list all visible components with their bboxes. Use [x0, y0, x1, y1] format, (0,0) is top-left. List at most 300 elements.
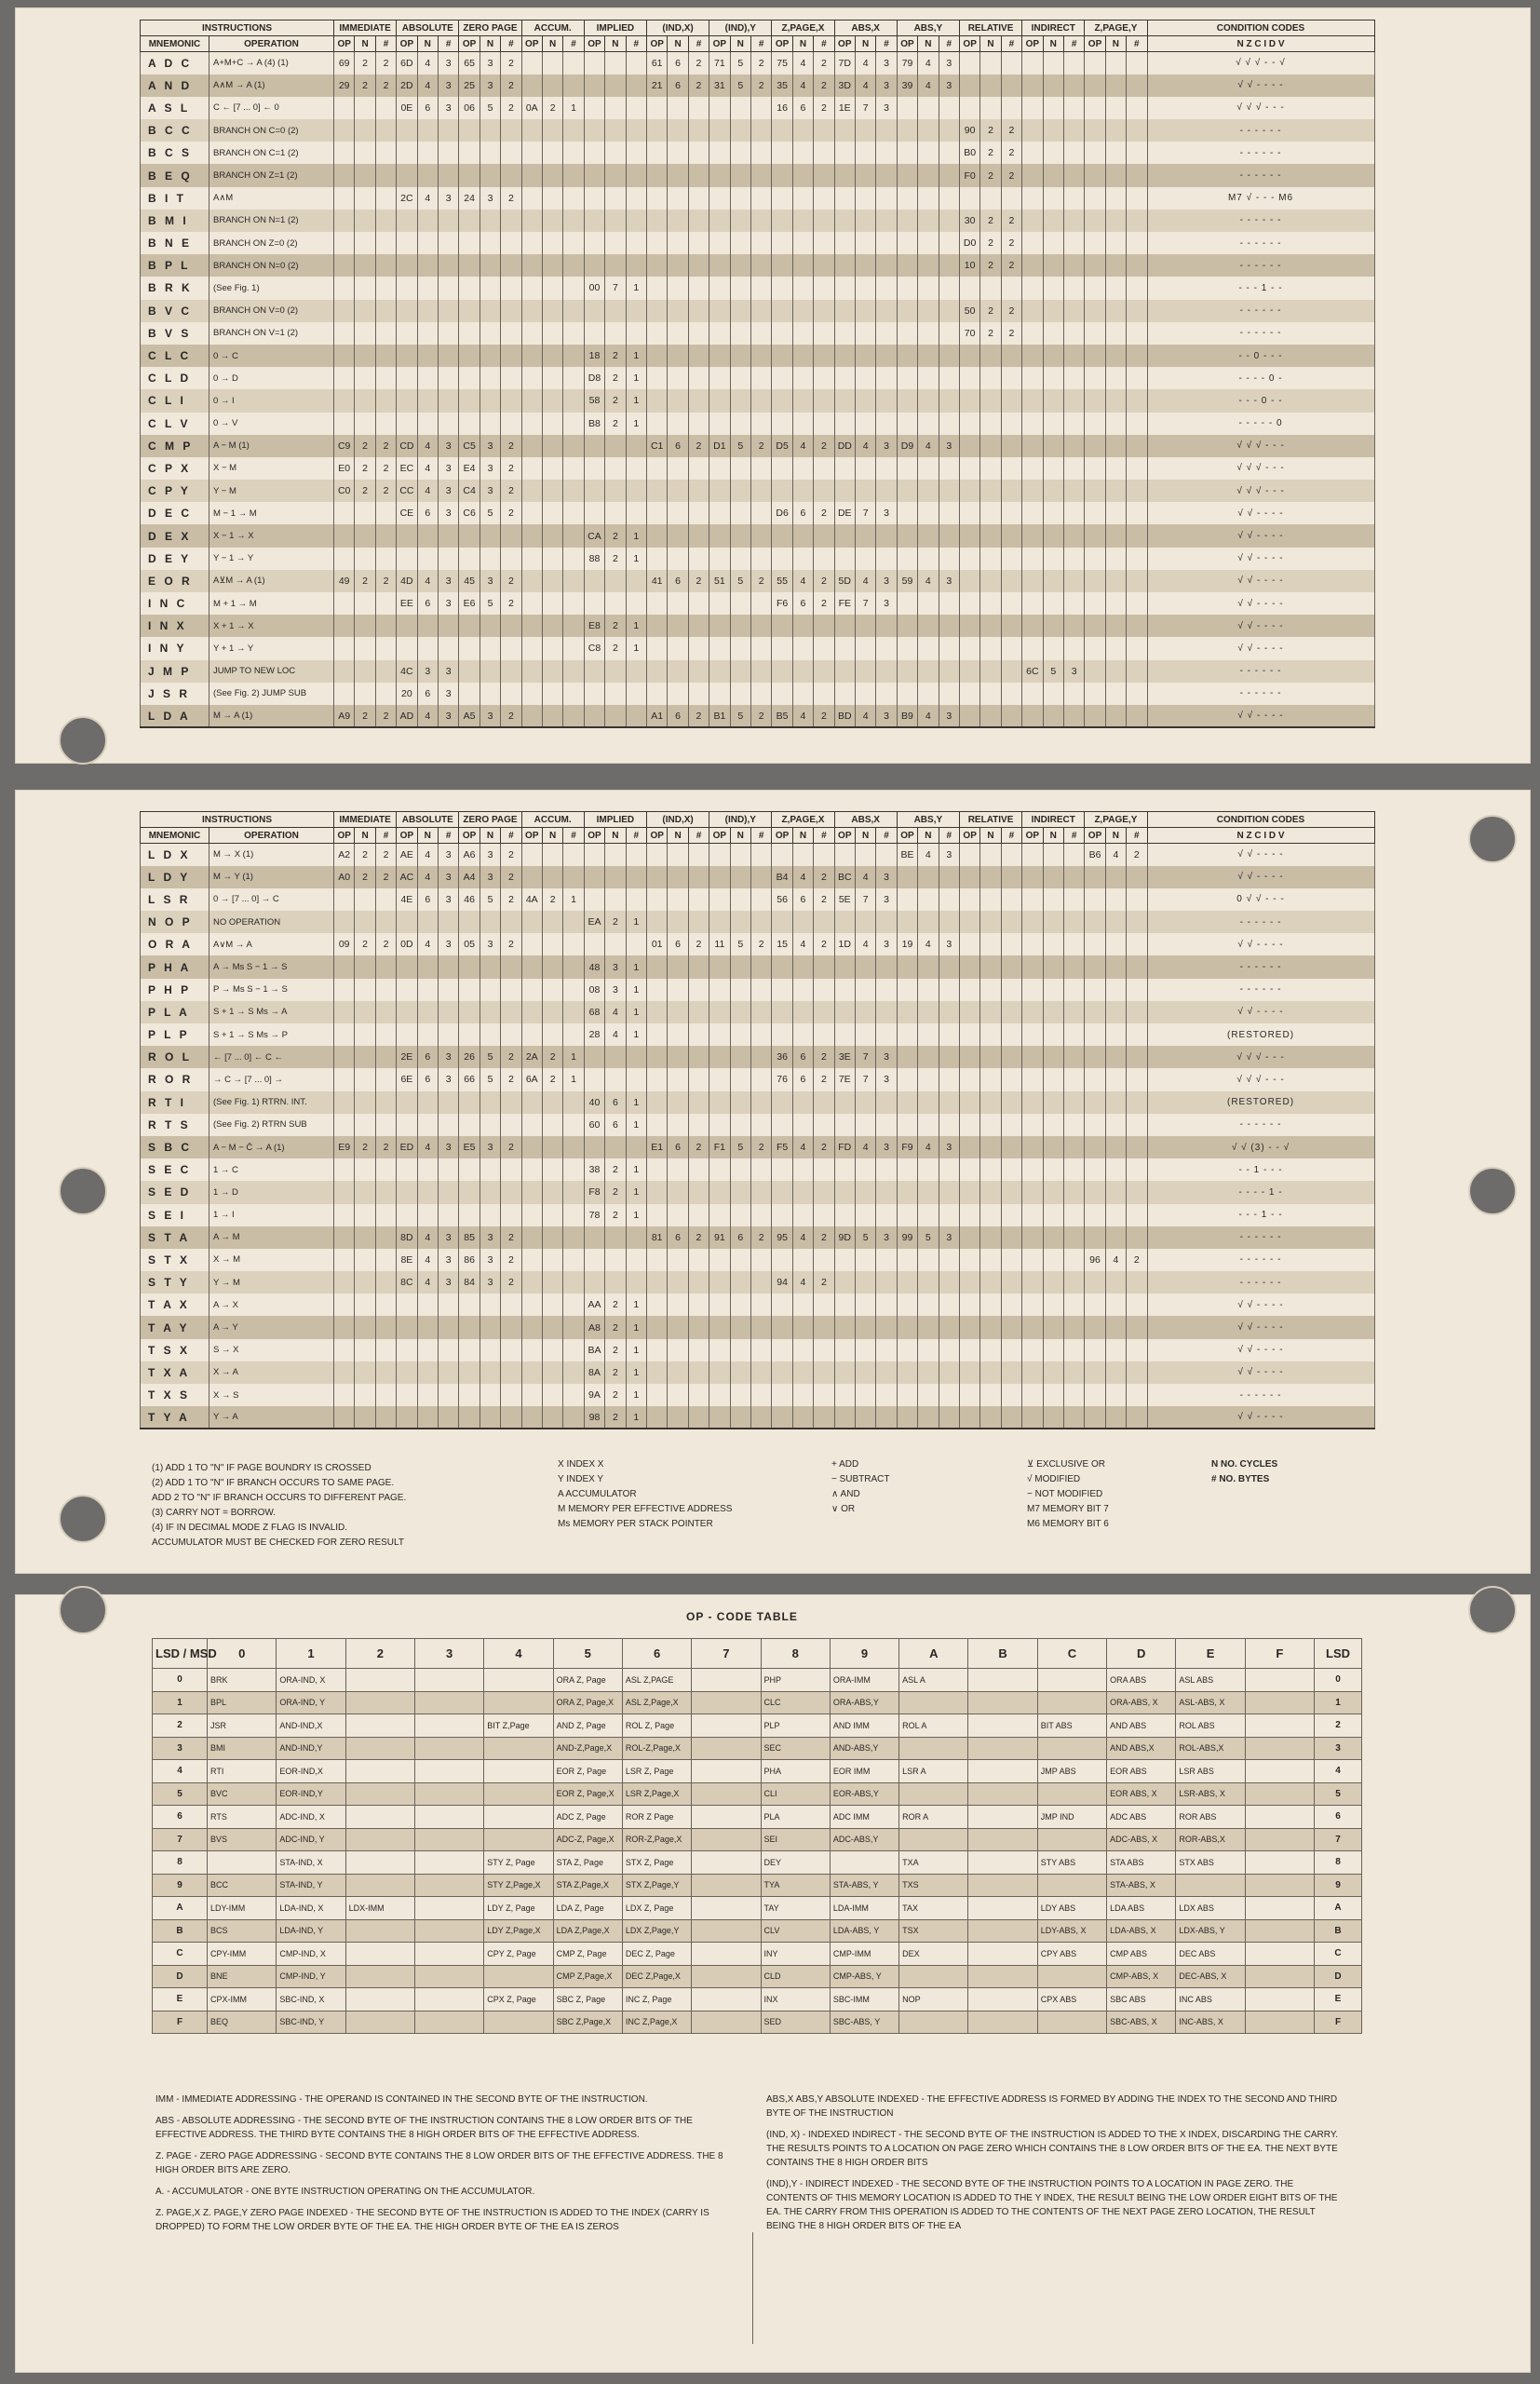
opcode-cell — [584, 164, 604, 186]
opcode-cell — [1127, 480, 1147, 502]
msd-label: 2 — [153, 1714, 208, 1738]
opcode-entry: PLP — [761, 1714, 830, 1738]
opcode-cell — [1063, 367, 1084, 389]
opcode-entry — [1245, 1806, 1314, 1829]
opcode-cell: B4 — [772, 866, 792, 888]
opcode-cell — [730, 413, 750, 435]
table-row — [141, 300, 1375, 322]
opcode-cell: 6 — [792, 502, 813, 524]
opcode-cell — [709, 1158, 730, 1181]
opcode-cell — [855, 142, 875, 164]
opcode-cell: 2 — [605, 1294, 626, 1316]
opcode-cell — [438, 1158, 458, 1181]
opcode-cell — [501, 955, 521, 978]
opcode-cell — [1085, 705, 1105, 727]
header-sub: N — [792, 36, 813, 52]
opcode-cell — [772, 1406, 792, 1429]
opcode-cell — [355, 1046, 375, 1068]
opcode-cell: 4 — [792, 866, 813, 888]
opcode-cell — [417, 637, 438, 659]
opcode-cell — [688, 955, 709, 978]
opcode-cell — [939, 97, 959, 119]
opcode-cell — [1001, 592, 1021, 615]
opcode-cell — [772, 322, 792, 345]
opcode-entry: STA-IND, X — [277, 1851, 345, 1875]
opcode-entry — [414, 1828, 483, 1851]
opcode-cell — [772, 367, 792, 389]
opcode-cell — [584, 74, 604, 97]
opcode-entry: CMP-ABS, X — [1107, 1965, 1176, 1988]
opcode-cell — [1127, 52, 1147, 74]
opcode-cell: 18 — [584, 345, 604, 367]
opcode-cell: 2 — [542, 1068, 562, 1090]
opcode-cell — [646, 277, 667, 299]
opcode-cell — [668, 1384, 688, 1406]
opcode-cell — [750, 888, 771, 911]
legend-item: − SUBTRACT — [831, 1474, 890, 1484]
opcode-cell: 2 — [750, 1226, 771, 1249]
opcode-cell: 3 — [876, 933, 897, 955]
opcode-cell: 4 — [855, 74, 875, 97]
condition-codes: - - - - - - — [1147, 119, 1374, 142]
opcode-cell — [542, 683, 562, 705]
opcode-cell — [855, 1316, 875, 1338]
opcode-entry — [345, 1782, 414, 1806]
opcode-cell: 2 — [688, 705, 709, 727]
operation: (See Fig. 1) RTRN. INT. — [209, 1091, 334, 1114]
opcode-cell — [584, 1136, 604, 1158]
opcode-cell: D6 — [772, 502, 792, 524]
opcode-cell — [646, 1001, 667, 1023]
header-sub: N — [480, 36, 500, 52]
opcode-cell: 61 — [646, 52, 667, 74]
opcode-cell — [688, 548, 709, 570]
table-row — [141, 1046, 1375, 1068]
opcode-cell — [542, 142, 562, 164]
opcode-cell — [855, 232, 875, 254]
opcode-cell — [918, 888, 939, 911]
opcode-cell — [521, 955, 542, 978]
opcode-entry: CLV — [761, 1919, 830, 1943]
opcode-cell — [1085, 683, 1105, 705]
opcode-cell — [1085, 389, 1105, 412]
opcode-cell: 2 — [501, 933, 521, 955]
opcode-entry: ROR ABS — [1176, 1806, 1245, 1829]
opcode-cell: 2 — [814, 1136, 834, 1158]
opcode-cell — [750, 322, 771, 345]
opcode-cell — [959, 955, 979, 978]
opcode-cell — [750, 367, 771, 389]
opcode-cell — [855, 637, 875, 659]
opcode-cell — [459, 637, 480, 659]
header-sub: OP — [709, 828, 730, 844]
opcode-cell — [730, 1294, 750, 1316]
opcode-cell — [1105, 232, 1126, 254]
table-row — [141, 979, 1375, 1001]
opcode-cell — [646, 142, 667, 164]
opcode-cell — [709, 1316, 730, 1338]
opcode-cell — [501, 232, 521, 254]
opcode-cell — [1022, 524, 1043, 547]
opcode-cell — [1105, 637, 1126, 659]
opcode-cell — [897, 524, 917, 547]
opcode-cell — [750, 866, 771, 888]
opcode-cell — [501, 615, 521, 637]
opcode-cell — [584, 52, 604, 74]
opcode-cell — [584, 232, 604, 254]
opcode-entry — [1245, 1714, 1314, 1738]
header-sub: # — [750, 36, 771, 52]
opcode-cell — [626, 683, 646, 705]
header-mode: (IND,X) — [646, 812, 709, 828]
opcode-cell — [584, 142, 604, 164]
opcode-cell — [542, 570, 562, 592]
header-mode: INDIRECT — [1022, 20, 1085, 36]
opcode-entry: STA ABS — [1107, 1851, 1176, 1875]
opcode-entry: STA-IND, Y — [277, 1874, 345, 1897]
table-row — [141, 322, 1375, 345]
legend-item: ⊻ EXCLUSIVE OR — [1027, 1459, 1106, 1470]
opcode-cell — [1127, 97, 1147, 119]
opcode-cell — [480, 1023, 500, 1046]
opcode-cell — [688, 1114, 709, 1136]
opcode-cell — [750, 389, 771, 412]
opcode-cell: 4 — [855, 866, 875, 888]
opcode-cell: 3 — [876, 1068, 897, 1090]
opcode-cell — [438, 1023, 458, 1046]
opcode-entry: LDY-ABS, X — [1037, 1919, 1106, 1943]
opcode-cell: A1 — [646, 705, 667, 727]
table-row — [141, 1001, 1375, 1023]
header-sub: N — [1105, 36, 1126, 52]
opcode-cell — [397, 911, 417, 933]
opcode-cell — [521, 1023, 542, 1046]
opcode-cell — [897, 615, 917, 637]
opcode-cell — [1043, 1271, 1063, 1294]
opcode-cell — [1063, 979, 1084, 1001]
opcode-cell — [918, 232, 939, 254]
opcode-cell — [668, 142, 688, 164]
opcode-cell: 2 — [501, 502, 521, 524]
opcode-cell — [709, 1046, 730, 1068]
opcode-cell — [876, 1204, 897, 1226]
opcode-cell — [939, 1046, 959, 1068]
opcode-cell: 4 — [918, 435, 939, 457]
condition-codes: - - - - - - — [1147, 1249, 1374, 1271]
opcode-cell — [542, 1001, 562, 1023]
header-sub: OP — [646, 828, 667, 844]
operation: X → A — [209, 1361, 334, 1384]
opcode-entry — [1037, 1782, 1106, 1806]
opcode-cell — [980, 524, 1001, 547]
opcode-cell — [521, 1001, 542, 1023]
opcode-cell — [355, 979, 375, 1001]
opcode-cell — [334, 1046, 355, 1068]
header-instructions: INSTRUCTIONS — [141, 20, 334, 36]
opcode-cell — [584, 705, 604, 727]
opcode-cell — [792, 637, 813, 659]
opcode-entry: BRK — [208, 1669, 277, 1692]
opcode-cell — [918, 1204, 939, 1226]
opcode-cell — [563, 524, 584, 547]
msd-label-right: B — [1315, 1919, 1362, 1943]
condition-codes: (RESTORED) — [1147, 1091, 1374, 1114]
opcode-cell: F5 — [772, 1136, 792, 1158]
opcode-cell — [584, 1046, 604, 1068]
opcode-cell — [834, 1023, 855, 1046]
opcode-cell — [730, 502, 750, 524]
operation: Y → M — [209, 1271, 334, 1294]
opcode-cell — [750, 1181, 771, 1203]
msd-label-right: 1 — [1315, 1691, 1362, 1714]
opcode-cell — [521, 413, 542, 435]
condition-codes: √ √ - - - - — [1147, 1294, 1374, 1316]
opcode-cell — [876, 1361, 897, 1384]
header-sub: OP — [334, 36, 355, 52]
opcode-cell — [876, 1406, 897, 1429]
opcode-cell — [1085, 480, 1105, 502]
footnote: ADD 2 TO "N" IF BRANCH OCCURS TO DIFFERENT PAGE. — [152, 1493, 407, 1503]
mnemonic: P L A — [141, 1001, 209, 1023]
opcode-cell — [438, 277, 458, 299]
opcode-entry — [345, 1874, 414, 1897]
opcode-cell — [584, 254, 604, 277]
opcode-cell — [939, 1001, 959, 1023]
opcode-cell: A2 — [334, 844, 355, 866]
opcode-cell — [1001, 1181, 1021, 1203]
opcode-cell — [563, 345, 584, 367]
opcode-cell — [855, 1361, 875, 1384]
opcode-cell: 2 — [501, 457, 521, 480]
msd-label-right: 5 — [1315, 1782, 1362, 1806]
msd-label: 4 — [153, 1760, 208, 1783]
opcode-cell — [1043, 592, 1063, 615]
opcode-cell — [730, 911, 750, 933]
opcode-cell — [584, 435, 604, 457]
opcode-entry: CMP-IND, Y — [277, 1965, 345, 1988]
opcode-cell: 5 — [1043, 660, 1063, 683]
opcode-cell — [1127, 119, 1147, 142]
opcode-cell — [375, 97, 396, 119]
opcode-cell: 2 — [605, 1361, 626, 1384]
mnemonic: I N Y — [141, 637, 209, 659]
opcode-cell — [417, 955, 438, 978]
opcode-cell — [521, 52, 542, 74]
opcode-cell — [605, 142, 626, 164]
opcode-cell — [897, 1384, 917, 1406]
opcode-cell — [709, 413, 730, 435]
opcode-cell — [480, 637, 500, 659]
opcode-entry: ADC IMM — [830, 1806, 898, 1829]
opcode-cell — [1105, 1361, 1126, 1384]
opcode-cell — [1001, 435, 1021, 457]
opcode-entry: TSX — [899, 1919, 968, 1943]
opcode-cell — [605, 705, 626, 727]
opcode-cell — [792, 1249, 813, 1271]
opcode-cell — [334, 1361, 355, 1384]
opcode-cell — [939, 345, 959, 367]
opcode-cell — [375, 502, 396, 524]
opcode-cell — [542, 933, 562, 955]
opcode-cell — [1043, 119, 1063, 142]
opcode-cell — [438, 524, 458, 547]
opcode-entry: LDA ABS — [1107, 1897, 1176, 1920]
opcode-entry — [968, 1691, 1037, 1714]
opcode-cell: 4 — [855, 570, 875, 592]
opcode-cell — [1022, 955, 1043, 978]
opcode-table-title: OP - CODE TABLE — [686, 1610, 798, 1623]
opcode-cell — [1127, 955, 1147, 978]
opcode-col-header: A — [899, 1639, 968, 1669]
opcode-entry — [692, 1806, 761, 1829]
opcode-cell — [1001, 345, 1021, 367]
opcode-entry — [692, 1965, 761, 1988]
table-row — [141, 1023, 1375, 1046]
opcode-cell — [959, 637, 979, 659]
opcode-entry — [1245, 1874, 1314, 1897]
opcode-cell — [730, 480, 750, 502]
opcode-cell — [480, 683, 500, 705]
opcode-cell — [417, 1316, 438, 1338]
opcode-cell — [939, 1384, 959, 1406]
opcode-cell: 79 — [897, 52, 917, 74]
opcode-cell — [563, 570, 584, 592]
opcode-cell — [334, 1384, 355, 1406]
operation: Y − M — [209, 480, 334, 502]
operation: → C → [7 ... 0] → — [209, 1068, 334, 1090]
opcode-cell: 1 — [563, 888, 584, 911]
opcode-cell — [480, 1384, 500, 1406]
header-sub: N — [542, 36, 562, 52]
opcode-cell — [1063, 1068, 1084, 1090]
operation: X − 1 → X — [209, 524, 334, 547]
opcode-cell: 2 — [814, 74, 834, 97]
opcode-cell — [1105, 1204, 1126, 1226]
opcode-cell — [521, 1091, 542, 1114]
opcode-cell — [750, 345, 771, 367]
opcode-cell — [792, 615, 813, 637]
operation: A → Ms S − 1 → S — [209, 955, 334, 978]
opcode-cell: 4 — [792, 74, 813, 97]
opcode-cell: 1 — [626, 1294, 646, 1316]
opcode-cell — [1001, 1046, 1021, 1068]
opcode-cell: 3 — [438, 933, 458, 955]
header-sub: N — [1105, 828, 1126, 844]
opcode-cell — [626, 933, 646, 955]
opcode-cell — [709, 683, 730, 705]
header-mode: ABSOLUTE — [397, 20, 459, 36]
opcode-cell: 7D — [834, 52, 855, 74]
opcode-cell — [688, 480, 709, 502]
opcode-cell — [709, 322, 730, 345]
opcode-cell — [834, 277, 855, 299]
opcode-cell: 2 — [355, 480, 375, 502]
opcode-cell — [855, 1294, 875, 1316]
opcode-cell — [501, 524, 521, 547]
opcode-cell — [855, 457, 875, 480]
opcode-cell: 3 — [438, 844, 458, 866]
opcode-entry: ROR Z Page — [622, 1806, 691, 1829]
opcode-cell: 2 — [355, 457, 375, 480]
opcode-cell — [792, 277, 813, 299]
opcode-cell — [855, 683, 875, 705]
opcode-cell — [834, 254, 855, 277]
operation: X → S — [209, 1384, 334, 1406]
opcode-cell — [709, 1339, 730, 1361]
opcode-cell — [1105, 979, 1126, 1001]
opcode-cell — [563, 1294, 584, 1316]
opcode-cell — [772, 187, 792, 210]
opcode-cell — [959, 1091, 979, 1114]
opcode-entry: EOR-ABS,Y — [830, 1782, 898, 1806]
opcode-cell — [1022, 979, 1043, 1001]
opcode-cell — [918, 277, 939, 299]
opcode-entry — [484, 1806, 553, 1829]
opcode-cell — [980, 844, 1001, 866]
opcode-cell — [897, 1091, 917, 1114]
opcode-cell: 2 — [355, 866, 375, 888]
opcode-cell — [334, 1316, 355, 1338]
opcode-cell — [792, 1114, 813, 1136]
opcode-cell — [750, 1361, 771, 1384]
opcode-cell — [980, 1384, 1001, 1406]
opcode-entry: LDA-IMM — [830, 1897, 898, 1920]
opcode-entry — [968, 1828, 1037, 1851]
opcode-entry — [414, 1737, 483, 1760]
opcode-cell — [626, 866, 646, 888]
opcode-cell: 1 — [626, 524, 646, 547]
opcode-cell: 8C — [397, 1271, 417, 1294]
opcode-cell — [709, 1023, 730, 1046]
opcode-entry — [1245, 1943, 1314, 1966]
opcode-entry — [414, 1965, 483, 1988]
opcode-entry: BIT ABS — [1037, 1714, 1106, 1738]
opcode-cell — [480, 254, 500, 277]
opcode-entry: CMP-IND, X — [277, 1943, 345, 1966]
opcode-cell — [375, 1001, 396, 1023]
opcode-cell — [521, 1294, 542, 1316]
opcode-cell — [959, 683, 979, 705]
opcode-cell: 1 — [626, 955, 646, 978]
opcode-cell — [709, 97, 730, 119]
opcode-cell — [897, 1294, 917, 1316]
opcode-cell: 6 — [417, 1068, 438, 1090]
header-sub: # — [939, 36, 959, 52]
opcode-cell — [959, 570, 979, 592]
opcode-cell — [563, 210, 584, 232]
opcode-cell — [375, 277, 396, 299]
opcode-cell: 65 — [459, 52, 480, 74]
condition-codes: - - - - - - — [1147, 1114, 1374, 1136]
opcode-cell: 2 — [375, 52, 396, 74]
opcode-entry — [414, 1919, 483, 1943]
opcode-cell: 2 — [605, 1406, 626, 1429]
opcode-entry — [1037, 1965, 1106, 1988]
opcode-cell — [1043, 1181, 1063, 1203]
operation: Y → A — [209, 1406, 334, 1429]
opcode-cell — [668, 1339, 688, 1361]
opcode-cell: 2 — [375, 74, 396, 97]
opcode-cell: 4 — [855, 435, 875, 457]
opcode-entry: ROR A — [899, 1806, 968, 1829]
opcode-cell — [1105, 1136, 1126, 1158]
opcode-entry: CPX ABS — [1037, 1988, 1106, 2012]
opcode-cell — [814, 548, 834, 570]
opcode-cell — [521, 592, 542, 615]
opcode-cell — [980, 660, 1001, 683]
operation: (See Fig. 1) — [209, 277, 334, 299]
punch-hole — [59, 1495, 107, 1543]
